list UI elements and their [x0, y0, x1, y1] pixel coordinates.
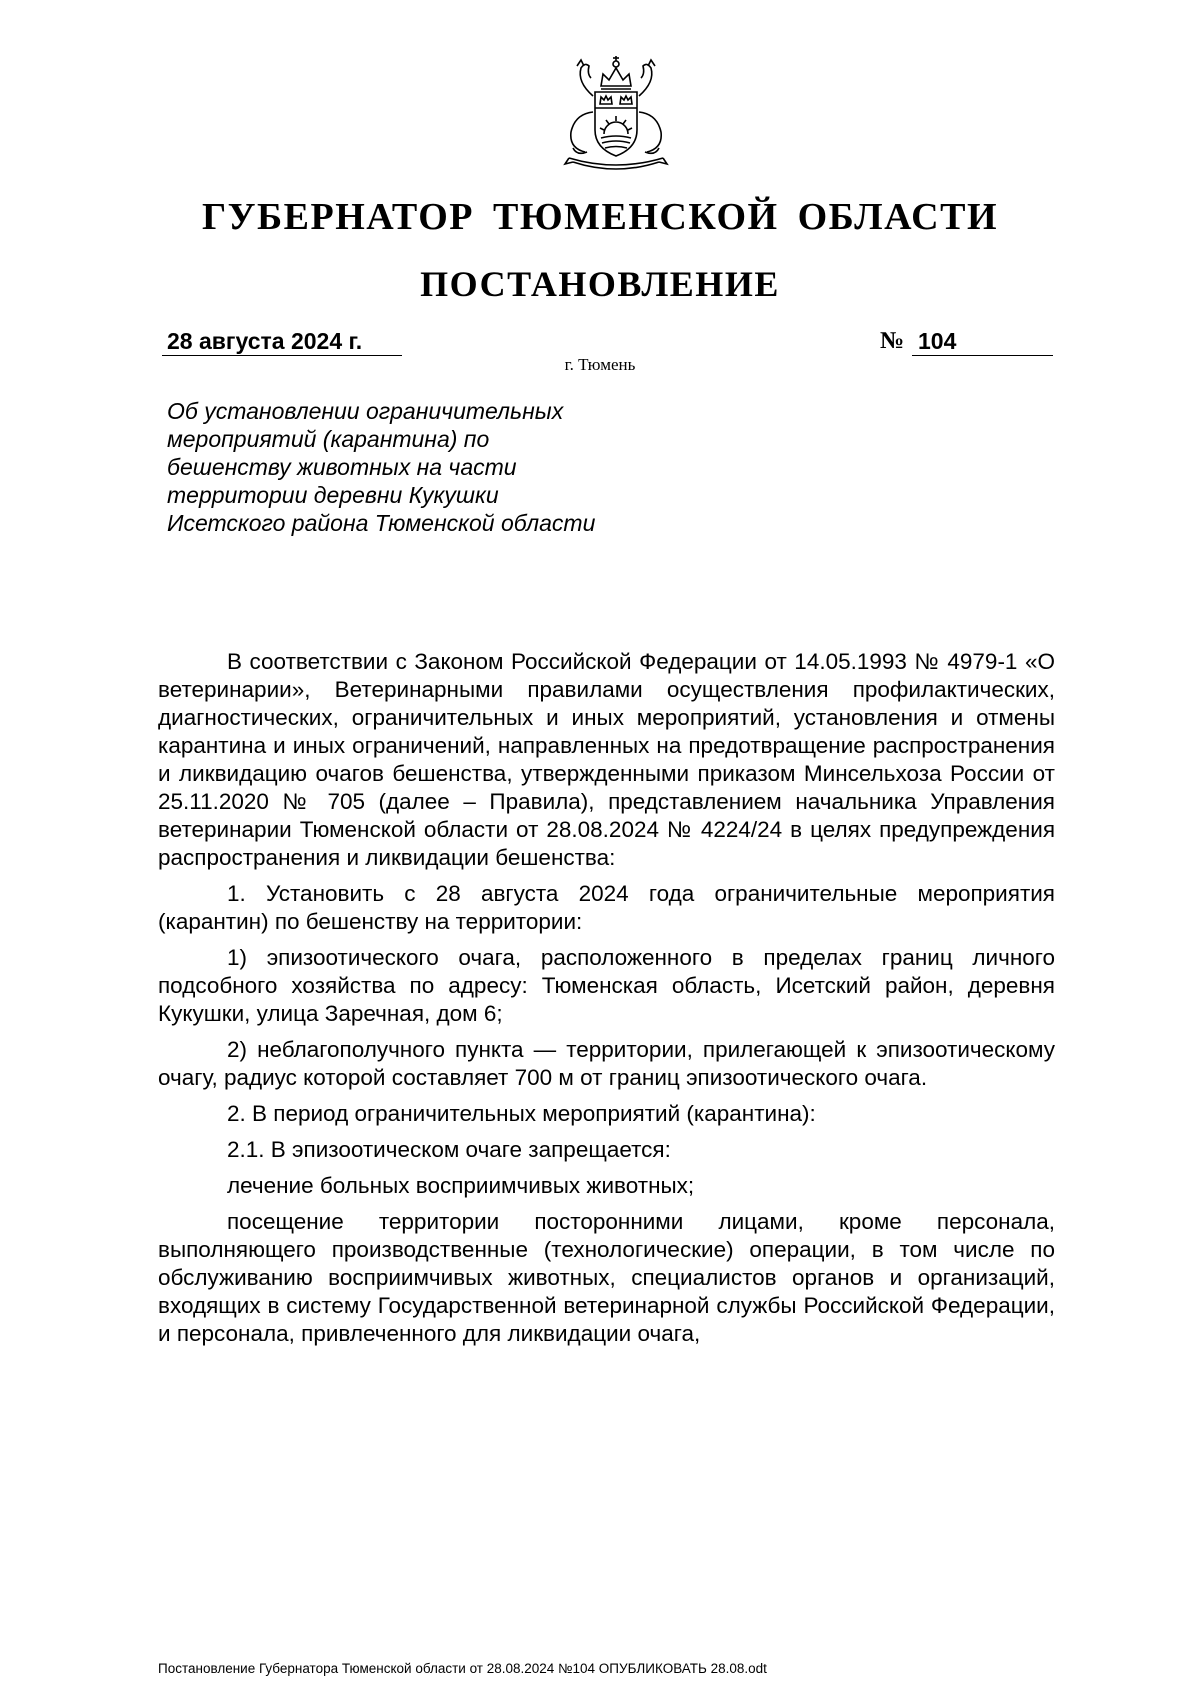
document-number: 104 [912, 327, 1053, 356]
document-type-heading: ПОСТАНОВЛЕНИЕ [420, 264, 780, 304]
body-paragraph-preamble: В соответствии с Законом Российской Федерации от 14.05.1993 № 4979-1 «О ветеринарии», Ветеринарными правилами осуществления профилактических, диагностических, ограничительных и иных мероприятий, установления и отмены карантина и иных ограничений, направленных на предотвращение распространения и ликвидацию очагов бешенства, утвержденными приказом Минсельхоза России от 25.11.2020 № 705 (далее – Правила), представлением начальника Управления ветеринарии Тюменской области от 28.08.2024 № 4224/24 в целях предупреждения распространения и ликвидации бешенства: [158, 649, 1055, 870]
body-paragraph-item-2: 2. В период ограничительных мероприятий (карантина): [227, 1101, 816, 1126]
document-body [158, 648, 1055, 1356]
body-paragraph-item-1-1: 1) эпизоотического очага, расположенного в пределах границ личного подсобного хозяйства по адресу: Тюменская область, Исетский район, деревня Кукушки, улица Заречная, дом 6; [158, 945, 1055, 1026]
body-paragraph-prohibition-visits: посещение территории посторонними лицами, кроме персонала, выполняющего производственные (технологические) операции, в том числе по обслуживанию восприимчивых животных, специалистов органов и организаций, входящих в систему Государственной ветеринарной службы Российской Федерации, и персонала, привлеченного для ликвидации очага, [158, 1209, 1055, 1346]
document-number-label: № [880, 328, 905, 354]
body-paragraph-item-2-1: 2.1. В эпизоотическом очаге запрещается: [227, 1137, 671, 1162]
body-paragraph-prohibition-treatment: лечение больных восприимчивых животных; [227, 1173, 695, 1198]
document-date: 28 августа 2024 г. [162, 327, 402, 356]
coat-of-arms-icon [547, 52, 685, 172]
issue-city: г. Тюмень [564, 355, 636, 374]
body-paragraph-item-1-2: 2) неблагополучного пункта — территории, прилегающей к эпизоотическому очагу, радиус которой составляет 700 м от границ эпизоотического очага. [158, 1037, 1055, 1090]
body-paragraph-item-1: 1. Установить с 28 августа 2024 года ограничительные мероприятия (карантин) по бешенству на территории: [158, 881, 1055, 934]
document-subject: Об установлении ограничительных мероприятий (карантина) по бешенству животных на части территории деревни Кукушки Исетского района Тюменской области [167, 398, 596, 536]
page-footer-filename: Постановление Губернатора Тюменской области от 28.08.2024 №104 ОПУБЛИКОВАТЬ 28.08.odt [158, 1661, 767, 1676]
issuing-authority-title: ГУБЕРНАТОР ТЮМЕНСКОЙ ОБЛАСТИ [201, 196, 999, 238]
